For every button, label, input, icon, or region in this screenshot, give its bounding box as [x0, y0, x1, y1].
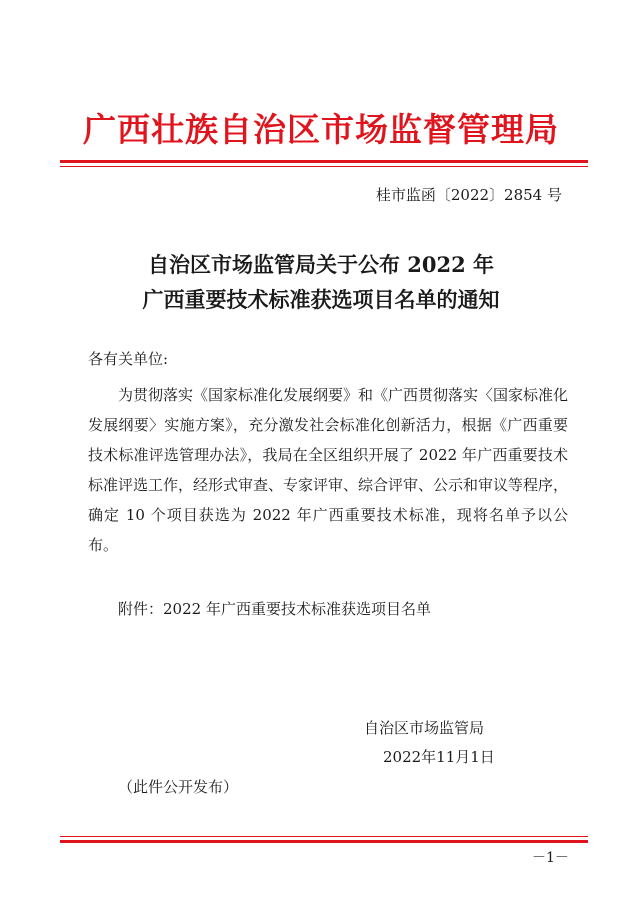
document-title-line-1: 自治区市场监管局关于公布 2022 年: [147, 252, 495, 277]
footer-rule-thick: [60, 840, 588, 843]
header-rule-thin: [60, 166, 588, 167]
header-rule-thick: [60, 160, 588, 163]
agency-header-title: 广西壮族自治区市场监督管理局: [83, 110, 559, 149]
footer-rule-thin: [60, 836, 588, 837]
document-number: 桂市监函〔2022〕2854 号: [375, 186, 562, 204]
attachment-line: 附件：2022 年广西重要技术标准获选项目名单: [118, 600, 431, 618]
body-paragraph: 为贯彻落实《国家标准化发展纲要》和《广西贯彻落实〈国家标准化发展纲要〉实施方案》，充分激发社会标准化创新活力，根据《广西重要技术标准评选管理办法》，我局在全区组织开展了 2022 年广西重要技术标准评选工作，经形式审查、专家评审、综合评审、公示和审议等程序，确定 10 个项目获选为 2022 年广西重要技术标准，现将名单予以公布。: [88, 386, 569, 554]
salutation: 各有关单位:: [88, 350, 169, 368]
issue-date: 2022年11月1日: [383, 748, 495, 766]
page-number: －1－: [532, 850, 569, 866]
release-note: （此件公开发布）: [118, 778, 239, 796]
document-title-line-2: 广西重要技术标准获选项目名单的通知: [142, 287, 500, 312]
issuer-name: 自治区市场监管局: [364, 719, 485, 737]
